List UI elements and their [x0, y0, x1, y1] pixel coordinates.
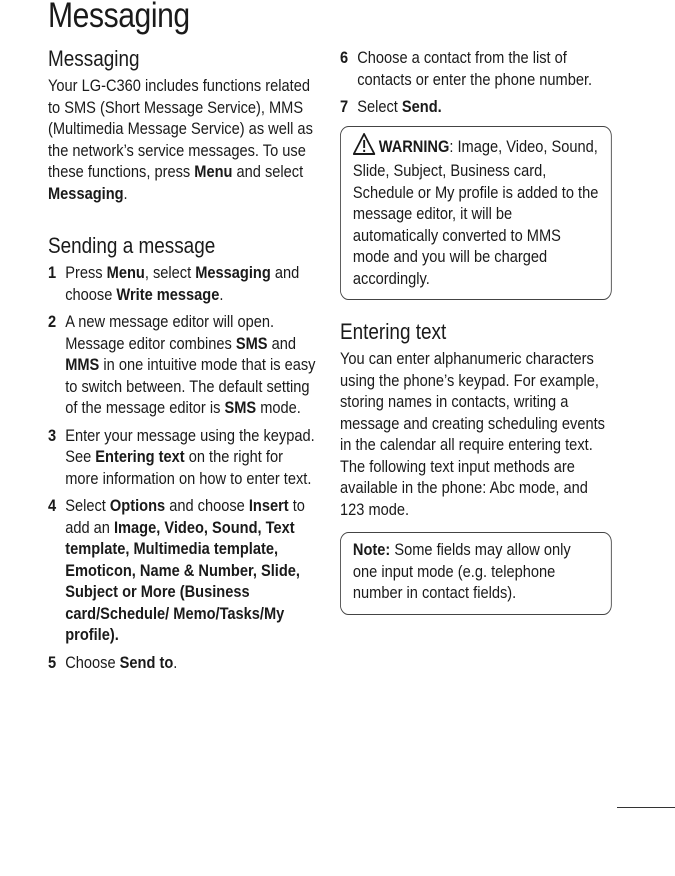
text-run: : Image, Video, Sound, Slide, Subject, Business card, Schedule or My profile is added to the message editor, it will be automatically converted to MMS mode and you will be charged accordingly.	[352, 136, 599, 288]
entering-text-paragraph	[340, 348, 611, 520]
step-number: 7	[340, 97, 349, 116]
text-run: , select	[144, 263, 196, 282]
bold-term: Write message	[116, 284, 220, 304]
text-run: Choose a contact from the list of contacts or enter the phone number.	[357, 48, 593, 89]
messaging-intro-paragraph	[48, 75, 319, 204]
text-run: Select	[65, 496, 110, 515]
text-run: in one intuitive mode that is easy to switch between. The default setting of the message editor is	[65, 355, 316, 417]
section-heading-entering-text: Entering text	[340, 319, 447, 344]
section-heading-sending-message: Sending a message	[48, 233, 216, 258]
warning-triangle-icon	[353, 133, 375, 161]
text-run: and	[267, 333, 297, 353]
bold-term: Image, Video, Sound, Text template, Multimedia template, Emoticon, Name & Number, Slide, Subject or More (Business card/Schedule/ Memo/Tasks/My profile).	[65, 517, 300, 644]
bold-term: Menu	[106, 263, 145, 282]
step-item	[48, 311, 319, 419]
step-text	[65, 495, 319, 646]
text-run: Enter your message using the keypad. See	[65, 425, 315, 466]
step-number: 5	[48, 652, 57, 672]
text-run: on the right for more information on how to enter text.	[65, 447, 312, 488]
bold-term: Note:	[352, 540, 391, 559]
step-text	[65, 652, 319, 674]
text-run: Select	[357, 97, 402, 116]
warning-text	[353, 133, 599, 290]
step-item	[48, 262, 319, 305]
step-item	[48, 425, 319, 490]
step-number: 6	[340, 48, 349, 67]
bold-term: Messaging	[195, 263, 271, 282]
text-run: .	[173, 652, 178, 672]
step-number: 1	[48, 263, 57, 282]
warning-text-content	[353, 137, 598, 288]
sending-steps-list	[48, 262, 319, 673]
text-run: and choose	[65, 263, 300, 304]
text-run: to add an	[65, 496, 305, 537]
text-run: and select	[232, 162, 304, 181]
text-run: and choose	[165, 496, 249, 515]
text-run: Your LG-C360 includes functions related to SMS (Short Message Service), MMS (Multimedia Message Service) as well as the network’s service messages. To use these functions, press	[48, 76, 313, 181]
step-item	[48, 652, 319, 674]
page-footer-rule	[617, 807, 675, 808]
note-box	[340, 532, 611, 615]
text-run: Press	[65, 263, 107, 282]
text-run: .	[219, 284, 224, 304]
bold-term: Menu	[194, 162, 233, 181]
page-title: Messaging	[48, 0, 190, 35]
text-run: Choose	[65, 652, 120, 672]
section-heading-messaging: Messaging	[48, 46, 140, 71]
bold-term: Messaging	[48, 183, 124, 203]
text-run: .	[123, 183, 128, 203]
text-run: mode.	[256, 398, 301, 417]
bold-term: Send.	[401, 97, 442, 116]
text-run: A new message editor will open. Message editor combines	[65, 312, 275, 353]
bold-term: WARNING	[378, 136, 450, 156]
text-run: Some fields may allow only one input mode (e.g. telephone number in contact fields).	[352, 540, 571, 602]
step-number: 3	[48, 425, 57, 445]
step-item	[340, 47, 611, 90]
bold-term: Send to	[119, 652, 174, 672]
step-text	[357, 96, 611, 118]
note-text	[353, 539, 599, 604]
step-number: 2	[48, 312, 57, 331]
bold-term: MMS	[65, 355, 100, 374]
step-item	[48, 495, 319, 646]
bold-term: Entering text	[95, 447, 185, 466]
step-text	[357, 47, 611, 90]
step-text	[65, 311, 319, 419]
step-text	[65, 262, 319, 305]
step-item	[340, 96, 611, 118]
warning-box	[340, 126, 611, 301]
text-run: You can enter alphanumeric characters using the phone’s keypad. For example, storing names in contacts, writing a message and creating scheduling events in the calendar all require entering text. The following text input methods are available in the phone: Abc mode, and 123 mode.	[340, 349, 605, 519]
step-text	[65, 425, 319, 490]
left-column	[48, 45, 320, 679]
bold-term: Insert	[248, 496, 289, 515]
bold-term: SMS	[224, 398, 257, 417]
right-column	[340, 45, 612, 615]
bold-term: SMS	[235, 333, 268, 353]
bold-term: Options	[109, 496, 166, 515]
step-number: 4	[48, 496, 57, 515]
sending-steps-continued-list	[340, 47, 611, 118]
